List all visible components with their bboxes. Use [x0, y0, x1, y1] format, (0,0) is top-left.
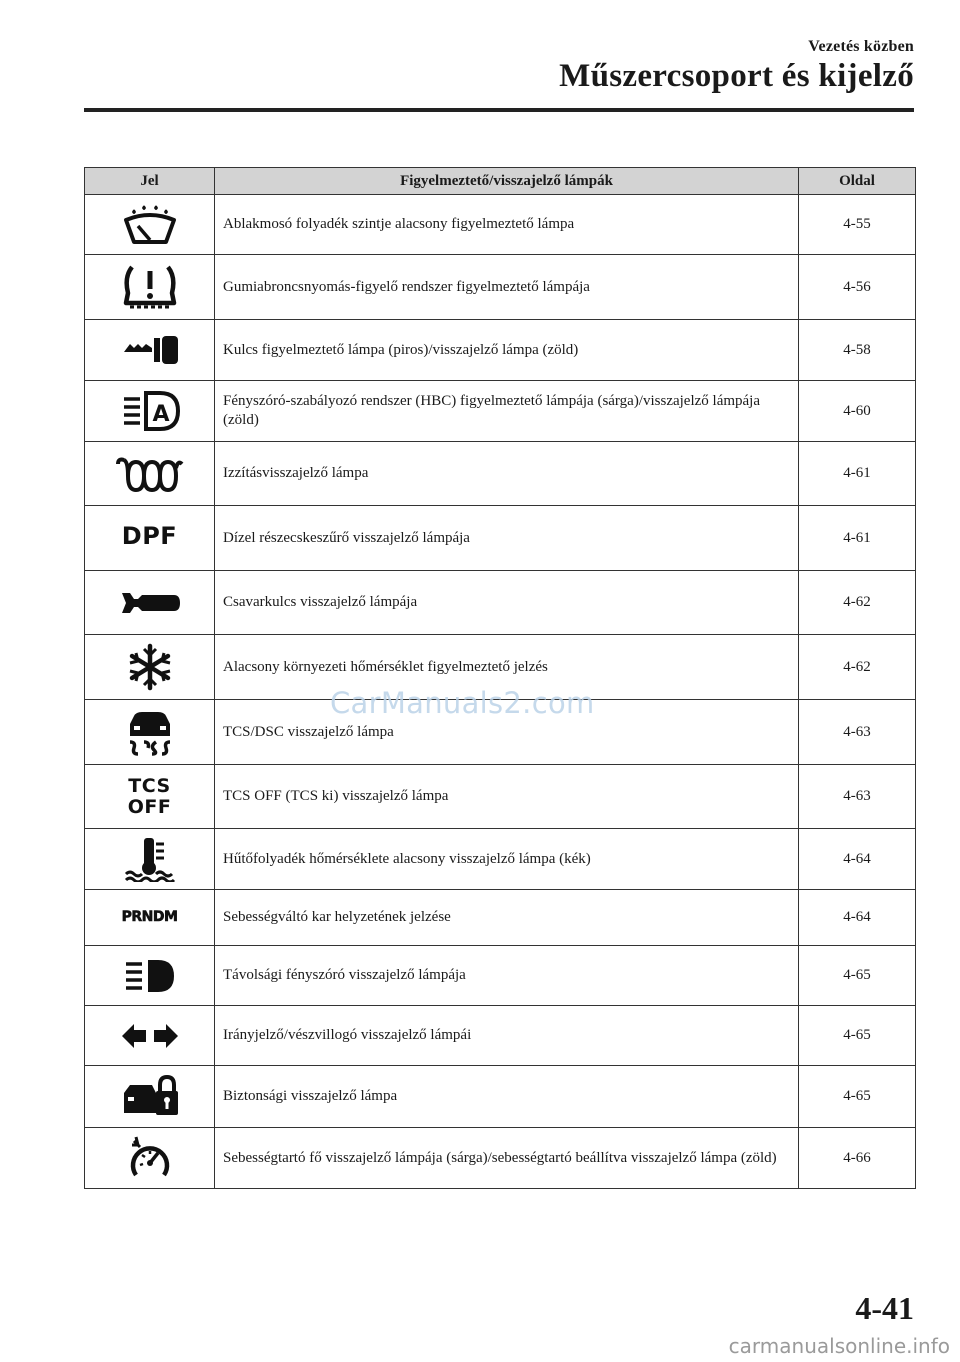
section-label: Vezetés közben — [808, 38, 914, 55]
page-reference: 4-56 — [799, 255, 916, 320]
table-row — [85, 765, 916, 829]
page-reference: 4-64 — [799, 890, 916, 946]
tcs-off-icon — [85, 776, 214, 818]
page-reference: 4-55 — [799, 195, 916, 255]
page-reference: 4-61 — [799, 442, 916, 506]
page-reference: 4-62 — [799, 571, 916, 635]
gear-position-icon: PRNDM — [121, 909, 178, 925]
page-reference: 4-65 — [799, 946, 916, 1006]
lamp-description: TCS OFF (TCS ki) visszajelző lámpa — [215, 765, 799, 829]
dpf-icon: DPF — [121, 522, 178, 550]
lamp-description: Izzításvisszajelző lámpa — [215, 442, 799, 506]
tire-pressure-icon — [118, 263, 182, 311]
warning-lamps-table — [84, 167, 916, 1189]
column-header-lamps: Figyelmeztető/visszajelző lámpák — [215, 168, 799, 195]
off-label: OFF — [127, 795, 172, 818]
lamp-description: TCS/DSC visszajelző lámpa — [215, 700, 799, 765]
high-beam-control-icon — [118, 389, 182, 433]
table-row — [85, 1006, 916, 1066]
table-row — [85, 890, 916, 946]
tcs-label: TCS — [128, 774, 171, 797]
table-row — [85, 571, 916, 635]
watermark: CarManuals2.com — [330, 686, 595, 720]
table-row — [85, 381, 916, 442]
page-title: Műszercsoport és kijelző — [559, 58, 914, 94]
lamp-description: Ablakmosó folyadék szintje alacsony figyelmeztető lámpa — [215, 195, 799, 255]
lamp-description: Sebességváltó kar helyzetének jelzése — [215, 890, 799, 946]
page-reference: 4-62 — [799, 635, 916, 700]
tcs-dsc-icon — [122, 708, 178, 756]
lamp-description: Alacsony környezeti hőmérséklet figyelmeztető jelzés — [215, 635, 799, 700]
washer-fluid-icon — [118, 202, 182, 248]
wrench-icon — [118, 587, 182, 619]
footer-url: carmanualsonline.info — [728, 1334, 950, 1358]
table-row — [85, 255, 916, 320]
lamp-description: Sebességtartó fő visszajelző lámpája (sárga)/sebességtartó beállítva visszajelző lámpa (zöld) — [215, 1128, 799, 1189]
title-rule — [84, 108, 914, 112]
page-reference: 4-65 — [799, 1066, 916, 1128]
lamp-description: Hűtőfolyadék hőmérséklete alacsony visszajelző lámpa (kék) — [215, 829, 799, 890]
key-icon — [118, 330, 182, 370]
svg-text:A: A — [151, 402, 170, 427]
lamp-description: Távolsági fényszóró visszajelző lámpája — [215, 946, 799, 1006]
table-row — [85, 946, 916, 1006]
page-number: 4-41 — [855, 1290, 914, 1326]
table-row — [85, 829, 916, 890]
page-reference: 4-65 — [799, 1006, 916, 1066]
lamp-description: Dízel részecskeszűrő visszajelző lámpája — [215, 506, 799, 571]
table-row — [85, 320, 916, 381]
security-icon — [120, 1075, 180, 1119]
page-reference: 4-64 — [799, 829, 916, 890]
table-row — [85, 506, 916, 571]
lamp-description: Fényszóró-szabályozó rendszer (HBC) figyelmeztető lámpája (sárga)/visszajelző lámpája (zöld) — [215, 381, 799, 442]
lamp-description: Biztonsági visszajelző lámpa — [215, 1066, 799, 1128]
turn-signal-icon — [118, 1020, 182, 1052]
column-header-symbol: Jel — [85, 168, 215, 195]
cruise-control-icon — [126, 1135, 174, 1181]
glow-plug-icon — [114, 454, 186, 494]
lamp-description: Kulcs figyelmeztető lámpa (piros)/visszajelző lámpa (zöld) — [215, 320, 799, 381]
page-reference: 4-60 — [799, 381, 916, 442]
page-reference: 4-63 — [799, 700, 916, 765]
table-header-row — [85, 168, 916, 195]
page-reference: 4-66 — [799, 1128, 916, 1189]
table-row — [85, 195, 916, 255]
lamp-description: Irányjelző/vészvillogó visszajelző lámpái — [215, 1006, 799, 1066]
lamp-description: Gumiabroncsnyomás-figyelő rendszer figyelmeztető lámpája — [215, 255, 799, 320]
page-reference: 4-63 — [799, 765, 916, 829]
high-beam-icon — [122, 956, 178, 996]
lamp-description: Csavarkulcs visszajelző lámpája — [215, 571, 799, 635]
table-row — [85, 1128, 916, 1189]
page-reference: 4-58 — [799, 320, 916, 381]
coolant-temperature-icon — [122, 836, 178, 882]
page-reference: 4-61 — [799, 506, 916, 571]
snowflake-icon — [126, 643, 174, 691]
column-header-page: Oldal — [799, 168, 916, 195]
table-row — [85, 1066, 916, 1128]
table-row — [85, 442, 916, 506]
